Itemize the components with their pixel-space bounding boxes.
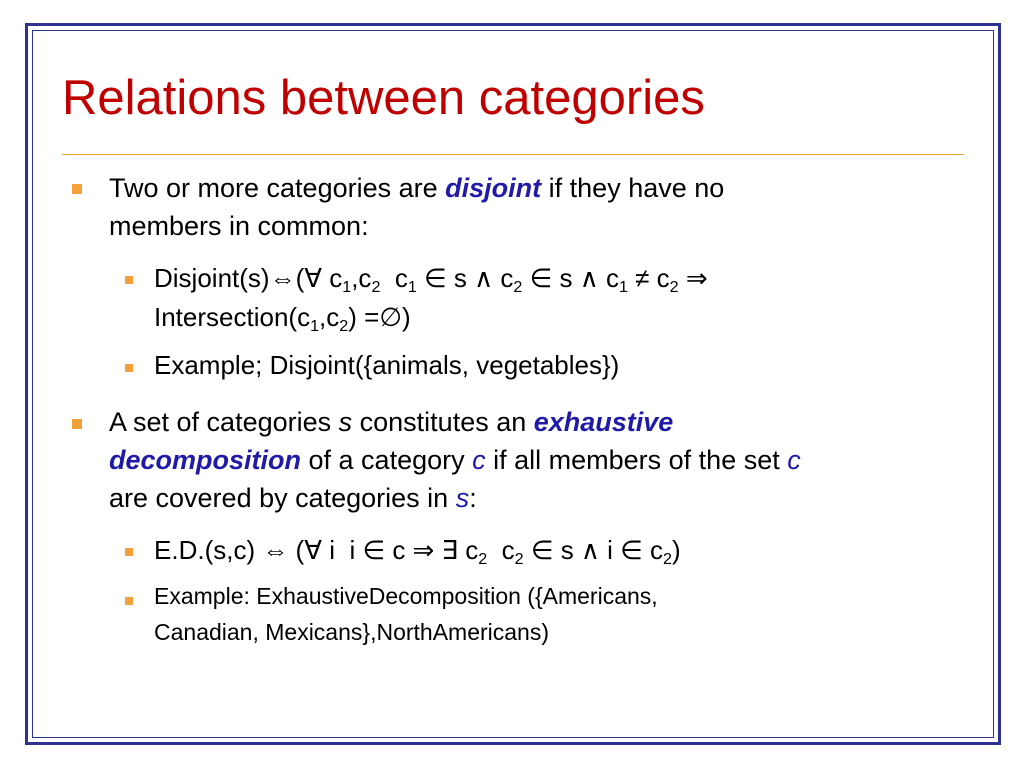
text-segment: if all members of the set — [485, 445, 788, 475]
text-segment: : — [469, 483, 477, 513]
variable-s: s — [455, 483, 470, 513]
bullet-1-line-2: members in common: — [109, 211, 369, 241]
disjoint-definition-line-2 — [154, 302, 411, 333]
formula-part: ) — [672, 535, 681, 565]
disjoint-definition-line-1 — [154, 263, 708, 294]
bullet-1-line-1 — [109, 173, 724, 204]
formula-part: ≠ c — [627, 263, 670, 293]
formula-part: ) =∅) — [348, 302, 411, 332]
variable-c: c — [472, 445, 486, 475]
sub-bullet-marker — [125, 597, 133, 605]
formula-part: E.D.(s,c) ⇔ (∀ i i ∈ c ⇒ ∃ c — [154, 535, 479, 565]
formula-part: ∈ s ∧ i ∈ c — [523, 535, 664, 565]
subscript: 2 — [371, 277, 381, 296]
formula-part: c — [487, 535, 515, 565]
formula-part: ,c — [351, 263, 372, 293]
bullet-2-line-2 — [109, 445, 801, 476]
term-exhaustive: exhaustive — [533, 407, 674, 437]
slide-title: Relations between categories — [62, 71, 705, 125]
ed-definition — [154, 535, 681, 566]
formula-part: c — [380, 263, 408, 293]
ed-example-line-1: Example: ExhaustiveDecomposition ({Americans, — [154, 583, 658, 609]
sub-bullet-marker — [125, 276, 133, 284]
subscript: 1 — [618, 277, 628, 296]
subscript: 1 — [342, 277, 352, 296]
subscript: 2 — [478, 549, 488, 568]
formula-part: Intersection(c — [154, 302, 311, 332]
text-segment: constitutes an — [352, 407, 534, 437]
text-segment: A set of categories — [109, 407, 339, 437]
formula-part: Disjoint(s)⇔(∀ c — [154, 263, 343, 293]
formula-part: ⇒ — [678, 263, 708, 293]
text-segment: of a category — [301, 445, 473, 475]
variable-s: s — [338, 407, 353, 437]
bullet-2-line-3 — [109, 483, 477, 514]
subscript: 2 — [514, 549, 524, 568]
subscript: 2 — [669, 277, 679, 296]
subscript: 2 — [339, 316, 349, 335]
text-segment: are covered by categories in — [109, 483, 456, 513]
term-decomposition: decomposition — [109, 445, 302, 475]
variable-c: c — [787, 445, 801, 475]
disjoint-example: Example; Disjoint({animals, vegetables}) — [154, 350, 620, 380]
bullet-marker — [72, 184, 82, 194]
text-segment: if they have no — [541, 173, 725, 203]
ed-example-line-2: Canadian, Mexicans},NorthAmericans) — [154, 619, 550, 645]
subscript: 1 — [310, 316, 320, 335]
sub-bullet-marker — [125, 364, 133, 372]
subscript: 2 — [513, 277, 523, 296]
formula-part: ,c — [319, 302, 340, 332]
text-segment: Two or more categories are — [109, 173, 446, 203]
sub-bullet-marker — [125, 548, 133, 556]
subscript: 1 — [407, 277, 417, 296]
term-disjoint: disjoint — [445, 173, 542, 203]
formula-part: ∈ s ∧ c — [416, 263, 514, 293]
subscript: 2 — [663, 549, 673, 568]
bullet-2-line-1 — [109, 407, 673, 438]
formula-part: ∈ s ∧ c — [522, 263, 619, 293]
bullet-marker — [72, 419, 82, 429]
